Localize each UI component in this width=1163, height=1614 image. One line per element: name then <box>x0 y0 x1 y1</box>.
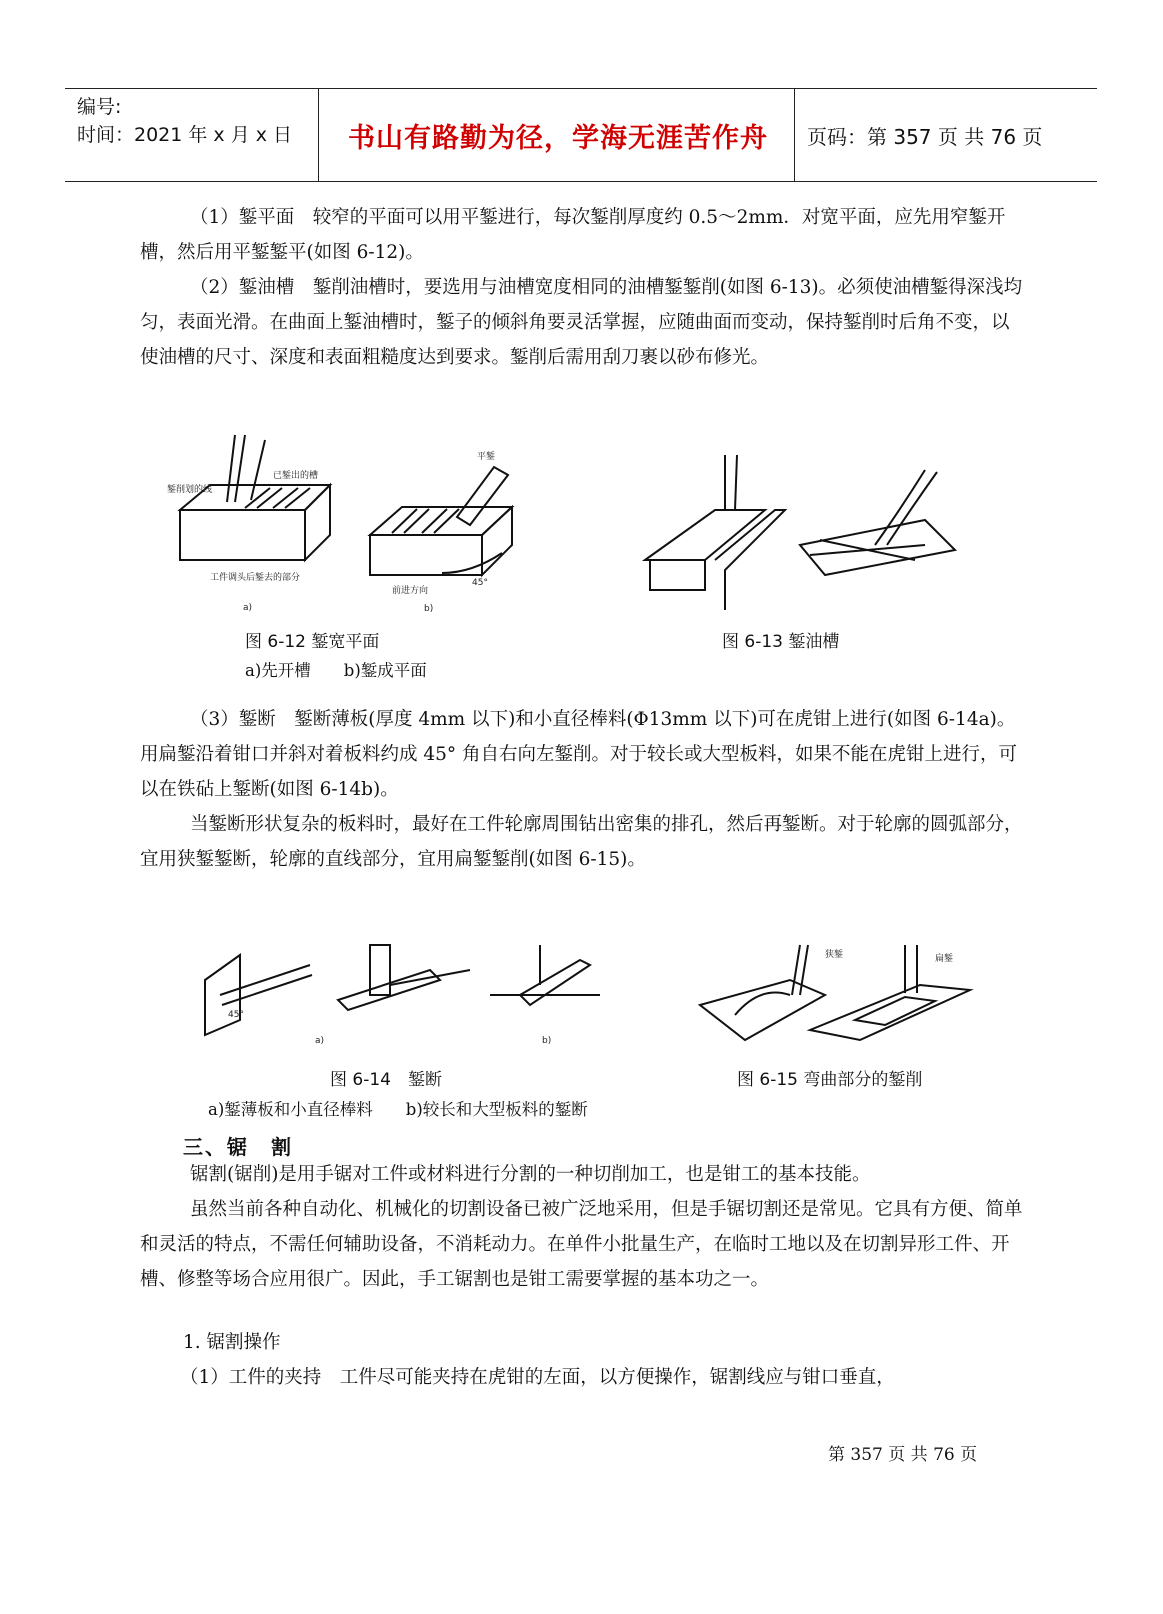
oil-groove-line <box>820 540 915 560</box>
figure-6-14-caption: 图 6-14 錾断 <box>330 1070 442 1090</box>
paragraph-flat-chiseling: （1）錾平面 较窄的平面可以用平錾进行，每次錾削厚度约 0.5～2mm．对宽平面，应先用窄錾开槽，然后用平錾錾平(如图 6-12)。 <box>140 207 1006 263</box>
paragraph-complex-shapes: 当錾断形状复杂的板料时，最好在工件轮廓周围钻出密集的排孔，然后再錾断。对于轮廓的圆弧部分，宜用狭錾錾断，轮廓的直线部分，宜用扁錾錾削(如图 6-15)。 <box>140 814 1023 870</box>
label-angle: 45° <box>472 578 488 588</box>
figure-6-14 <box>190 935 610 1055</box>
chisel-line <box>251 440 265 500</box>
groove-line <box>285 488 310 508</box>
vise-body <box>645 510 765 560</box>
flat-chisel <box>457 467 508 525</box>
groove-line <box>434 509 459 533</box>
figure-6-12a <box>165 430 345 620</box>
arc-holes <box>735 993 790 1016</box>
plate-left <box>700 980 825 1040</box>
header-divider <box>794 89 795 181</box>
label-groove: 已錾出的槽 <box>273 471 319 481</box>
label-flat-chisel: 扁錾 <box>935 954 954 964</box>
page-footer: 第 357 页 共 76 页 <box>828 1445 978 1465</box>
figure-6-14-subcaption: a)錾薄板和小直径棒料 b)较长和大型板料的錾断 <box>208 1100 588 1119</box>
paragraph-cutting: （3）錾断 錾断薄板(厚度 4mm 以下)和小直径棒料(Φ13mm 以下)可在虎钳上进行(如图 6-14a)。用扁錾沿着钳口并斜对着板料约成 45° 角自右向左錾削。对于较长或大型板料，如果不能在虎钳上进行，可以在铁砧上錾断(如图 6-14b)。 <box>140 709 1018 800</box>
label-scribed-line: 錾削划的线 <box>167 485 213 495</box>
chisel-curve <box>875 470 925 545</box>
label-narrow-chisel: 狭錾 <box>825 950 844 960</box>
figure-6-13-caption: 图 6-13 錾油槽 <box>722 632 840 652</box>
chisel-line <box>235 435 245 502</box>
label-direction: 前进方向 <box>392 586 429 596</box>
block-side <box>482 507 512 575</box>
figure-6-12-caption: 图 6-12 錾宽平面 <box>245 632 380 652</box>
subheading-sawing-operation: 1. 锯割操作 <box>183 1332 281 1353</box>
label-a: a) <box>243 603 253 613</box>
header-page-info: 页码：第 357 页 共 76 页 <box>807 124 1043 149</box>
vise-base <box>650 560 705 590</box>
section-heading-sawing: 三、锯 割 <box>183 1135 293 1159</box>
page-header <box>65 88 1097 182</box>
chisel-line <box>735 455 737 510</box>
header-motto: 书山有路勤为径，学海无涯苦作舟 <box>348 122 768 154</box>
block-top <box>370 507 512 535</box>
header-divider <box>318 89 319 181</box>
paragraph-clamping: （1）工件的夹持 工件尽可能夹持在虎钳的左面，以方便操作，锯割线应与钳口垂直， <box>180 1367 895 1388</box>
plate-b <box>520 960 590 1005</box>
block-side <box>305 485 330 560</box>
figure-6-12-subcaption: a)先开槽 b)錾成平面 <box>245 661 427 680</box>
label-flat-chisel: 平錾 <box>477 452 496 462</box>
paragraph-sawing-use: 虽然当前各种自动化、机械化的切割设备已被广泛地采用，但是手锯切割还是常见。它具有方便、简单和灵活的特点，不需任何辅助设备，不消耗动力。在单件小批量生产，在临时工地以及在切割异形工件、开槽、修整等场合应用很广。因此，手工锯割也是钳工需要掌握的基本功之一。 <box>140 1199 1023 1290</box>
workpiece-plate <box>800 520 955 575</box>
label-b: b) <box>424 604 434 614</box>
time-label: 时间：2021 年 x 月 x 日 <box>77 124 293 146</box>
paragraph-oil-groove: （2）錾油槽 錾削油槽时，要选用与油槽宽度相同的油槽錾錾削(如图 6-13)。必须使油槽錾得深浅均匀，表面光滑。在曲面上錾油槽时，錾子的倾斜角要灵活掌握，应随曲面而变动，保持錾削时后角不变，以使油槽的尺寸、深度和表面粗糙度达到要求。錾削后需用刮刀裹以砂布修光。 <box>140 277 1023 368</box>
header-left <box>77 93 327 149</box>
chisel-line <box>227 435 235 502</box>
label-a: a) <box>315 1036 325 1046</box>
chisel-curve <box>887 472 937 545</box>
label-b: b) <box>542 1036 552 1046</box>
figure-6-15 <box>690 935 980 1055</box>
paragraph-sawing-intro: 锯割(锯削)是用手锯对工件或材料进行分割的一种切削加工，也是钳工的基本技能。 <box>190 1164 871 1185</box>
narrow-chisel-line <box>792 945 800 995</box>
figure-6-15-caption: 图 6-15 弯曲部分的錾削 <box>737 1070 923 1090</box>
round-bar <box>370 945 390 995</box>
block-front <box>180 510 305 560</box>
figure-6-13 <box>625 450 965 620</box>
vise-jaw <box>715 510 785 610</box>
number-label: 编号: <box>77 96 122 118</box>
label-angle: 45° <box>228 1010 244 1020</box>
plate-right <box>810 985 970 1040</box>
label-removed-part: 工件调头后錾去的部分 <box>210 573 301 583</box>
groove-line <box>245 488 270 508</box>
figure-6-12b <box>362 445 532 620</box>
